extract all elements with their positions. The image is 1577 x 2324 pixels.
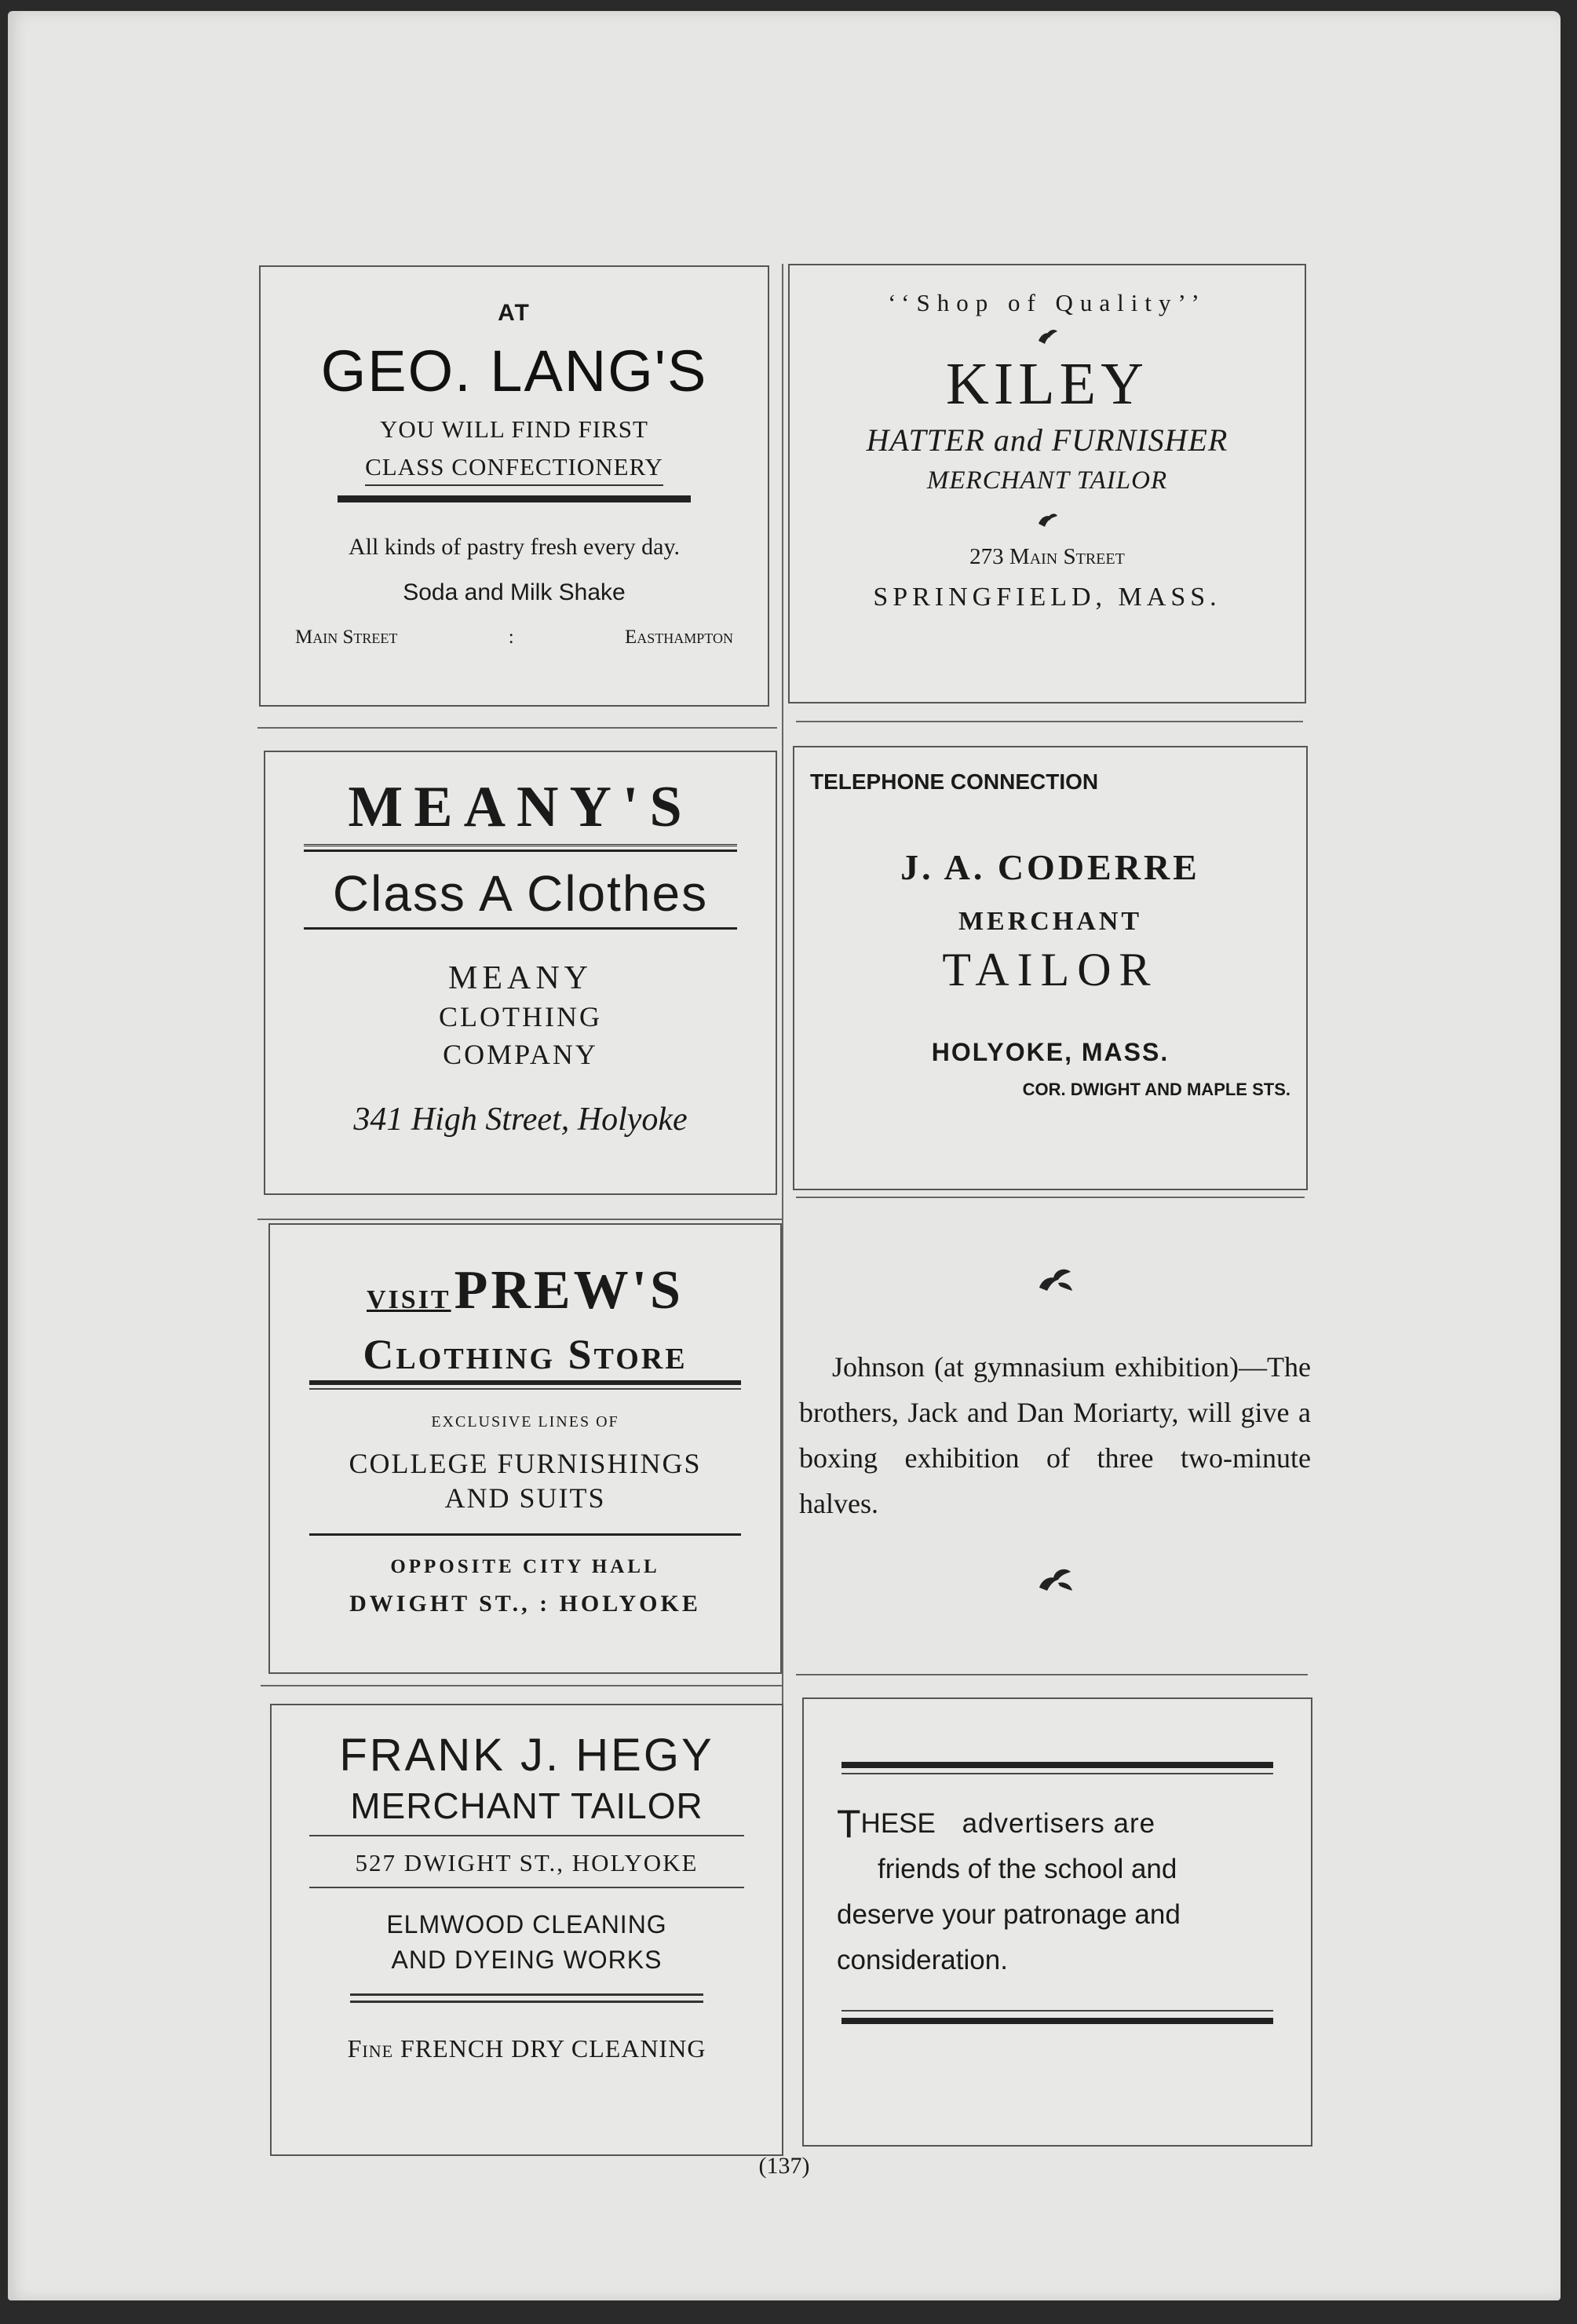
ad-lang-soda: Soda and Milk Shake: [403, 579, 626, 605]
anecdote-block: [796, 1252, 1314, 1644]
notice-line-4: consideration.: [837, 1945, 1008, 1975]
ad-lang-address: [261, 627, 768, 649]
separator-line: [796, 721, 1303, 722]
ad-kiley-tagline: ‘‘Shop of Quality’’: [888, 289, 1206, 316]
ad-meany-tagline: Class A Clothes: [332, 865, 709, 922]
page: [8, 11, 1561, 2300]
ad-meany-co1: MEANY: [448, 960, 593, 996]
notice-first-word: HESE: [860, 1808, 936, 1839]
ad-prew-rule: [309, 1533, 741, 1536]
ad-coderre: [793, 746, 1308, 1190]
ad-prew-heading: [270, 1259, 780, 1322]
ad-hegy-fine-line: [272, 2034, 782, 2063]
separator-line: [257, 727, 777, 729]
anecdote-text: Johnson (at gymnasium exhibition)—The brothers, Jack and Dan Moriarty, will give a boxing exhibition of three two-minute halves.: [799, 1351, 1311, 1519]
ad-lang-line2: CLASS CONFECTIONERY: [365, 453, 663, 486]
ad-coderre-phone: TELEPHONE CONNECTION: [810, 769, 1099, 794]
notice-rule: [841, 2018, 1273, 2024]
ad-hegy-rule: [350, 1993, 703, 1996]
ad-hegy-name: FRANK J. HEGY: [339, 1730, 714, 1781]
ad-prew-exclusive: EXCLUSIVE LINES OF: [431, 1413, 619, 1431]
ad-prew-visit: VISIT: [367, 1285, 451, 1314]
fleuron-icon: [1035, 325, 1059, 347]
ad-lang-street: Main Street: [295, 627, 398, 648]
ad-meany-co2: CLOTHING: [439, 1001, 602, 1032]
ad-hegy-rule: [309, 1887, 744, 1888]
ad-lang-at: AT: [498, 300, 531, 326]
ad-kiley-city: SPRINGFIELD, MASS.: [873, 583, 1221, 612]
ad-coderre-city: HOLYOKE, MASS.: [931, 1038, 1170, 1066]
ad-geo-lang: [259, 265, 769, 707]
separator-line: [796, 1674, 1308, 1675]
ad-meany-address: 341 High Street, Holyoke: [353, 1102, 688, 1138]
ad-hegy-fine: Fine: [347, 2034, 394, 2063]
fleuron-icon: [1035, 510, 1059, 530]
notice-text: [804, 1801, 1311, 1983]
notice-line-2: friends of the school and: [878, 1854, 1177, 1884]
fleuron-icon: [1035, 1566, 1075, 1595]
ad-coderre-name: J. A. CODERRE: [900, 847, 1200, 887]
page-number: (137): [758, 2153, 810, 2179]
ad-hegy-works2: AND DYEING WORKS: [391, 1946, 663, 1974]
ad-hegy-rule: [309, 1835, 744, 1836]
ad-lang-name: GEO. LANG'S: [320, 338, 708, 404]
ad-lang-line1: YOU WILL FIND FIRST: [380, 415, 648, 443]
notice-box: [802, 1697, 1312, 2147]
separator-line: [796, 1197, 1305, 1198]
ad-hegy-title: MERCHANT TAILOR: [350, 1785, 703, 1826]
ad-coderre-line2: TAILOR: [942, 944, 1159, 996]
fleuron-icon: [1035, 1266, 1075, 1295]
ad-prew-name: PREW'S: [454, 1260, 684, 1321]
ad-meany-rule: [304, 844, 737, 852]
ad-coderre-corner: COR. DWIGHT AND MAPLE STS.: [1022, 1080, 1290, 1099]
ad-hegy: [270, 1704, 783, 2156]
ad-kiley-address: 273 Main Street: [969, 544, 1125, 569]
ad-prew-rule: [309, 1388, 741, 1390]
notice-line-3: deserve your patronage and: [837, 1899, 1181, 1930]
ad-hegy-works1: ELMWOOD CLEANING: [386, 1910, 667, 1938]
ad-kiley: [788, 264, 1306, 703]
separator-line: [261, 1685, 783, 1686]
ad-kiley-line2: MERCHANT TAILOR: [926, 466, 1168, 495]
notice-rule: [841, 1762, 1273, 1768]
notice-first-letter: T: [837, 1802, 861, 1846]
ad-meany-rule: [304, 927, 737, 930]
separator-line: [257, 1219, 782, 1220]
ad-lang-town: Easthampton: [625, 627, 733, 648]
ad-hegy-address: 527 DWIGHT ST., HOLYOKE: [355, 1849, 699, 1876]
ad-prew-opposite: OPPOSITE CITY HALL: [390, 1556, 660, 1577]
ad-prew-rule: [309, 1380, 741, 1385]
ad-prew-address: DWIGHT ST., : HOLYOKE: [349, 1591, 701, 1617]
ad-prew-store: Clothing Store: [363, 1331, 688, 1378]
ad-prew: [268, 1223, 782, 1674]
ad-kiley-line1: HATTER and FURNISHER: [866, 422, 1228, 458]
ad-coderre-line1: MERCHANT: [958, 907, 1143, 936]
ad-prew-line2: AND SUITS: [444, 1482, 606, 1514]
notice-rule: [841, 1773, 1273, 1774]
ad-meany: [264, 751, 777, 1195]
ad-hegy-rule: [350, 2001, 703, 2003]
ad-hegy-cleaning: FRENCH DRY CLEANING: [400, 2034, 706, 2063]
ad-kiley-name: KILEY: [946, 351, 1148, 417]
ad-lang-rule: [338, 495, 691, 502]
notice-line1-rest: advertisers are: [962, 1808, 1156, 1839]
notice-line-1: [837, 1801, 1281, 1847]
ad-lang-sep: :: [508, 627, 514, 648]
ad-prew-line1: COLLEGE FURNISHINGS: [349, 1448, 702, 1479]
notice-rule: [841, 2010, 1273, 2012]
ad-meany-name: MEANY'S: [348, 775, 693, 839]
ad-meany-co3: COMPANY: [443, 1039, 598, 1070]
ad-lang-pastry: All kinds of pastry fresh every day.: [348, 534, 681, 560]
